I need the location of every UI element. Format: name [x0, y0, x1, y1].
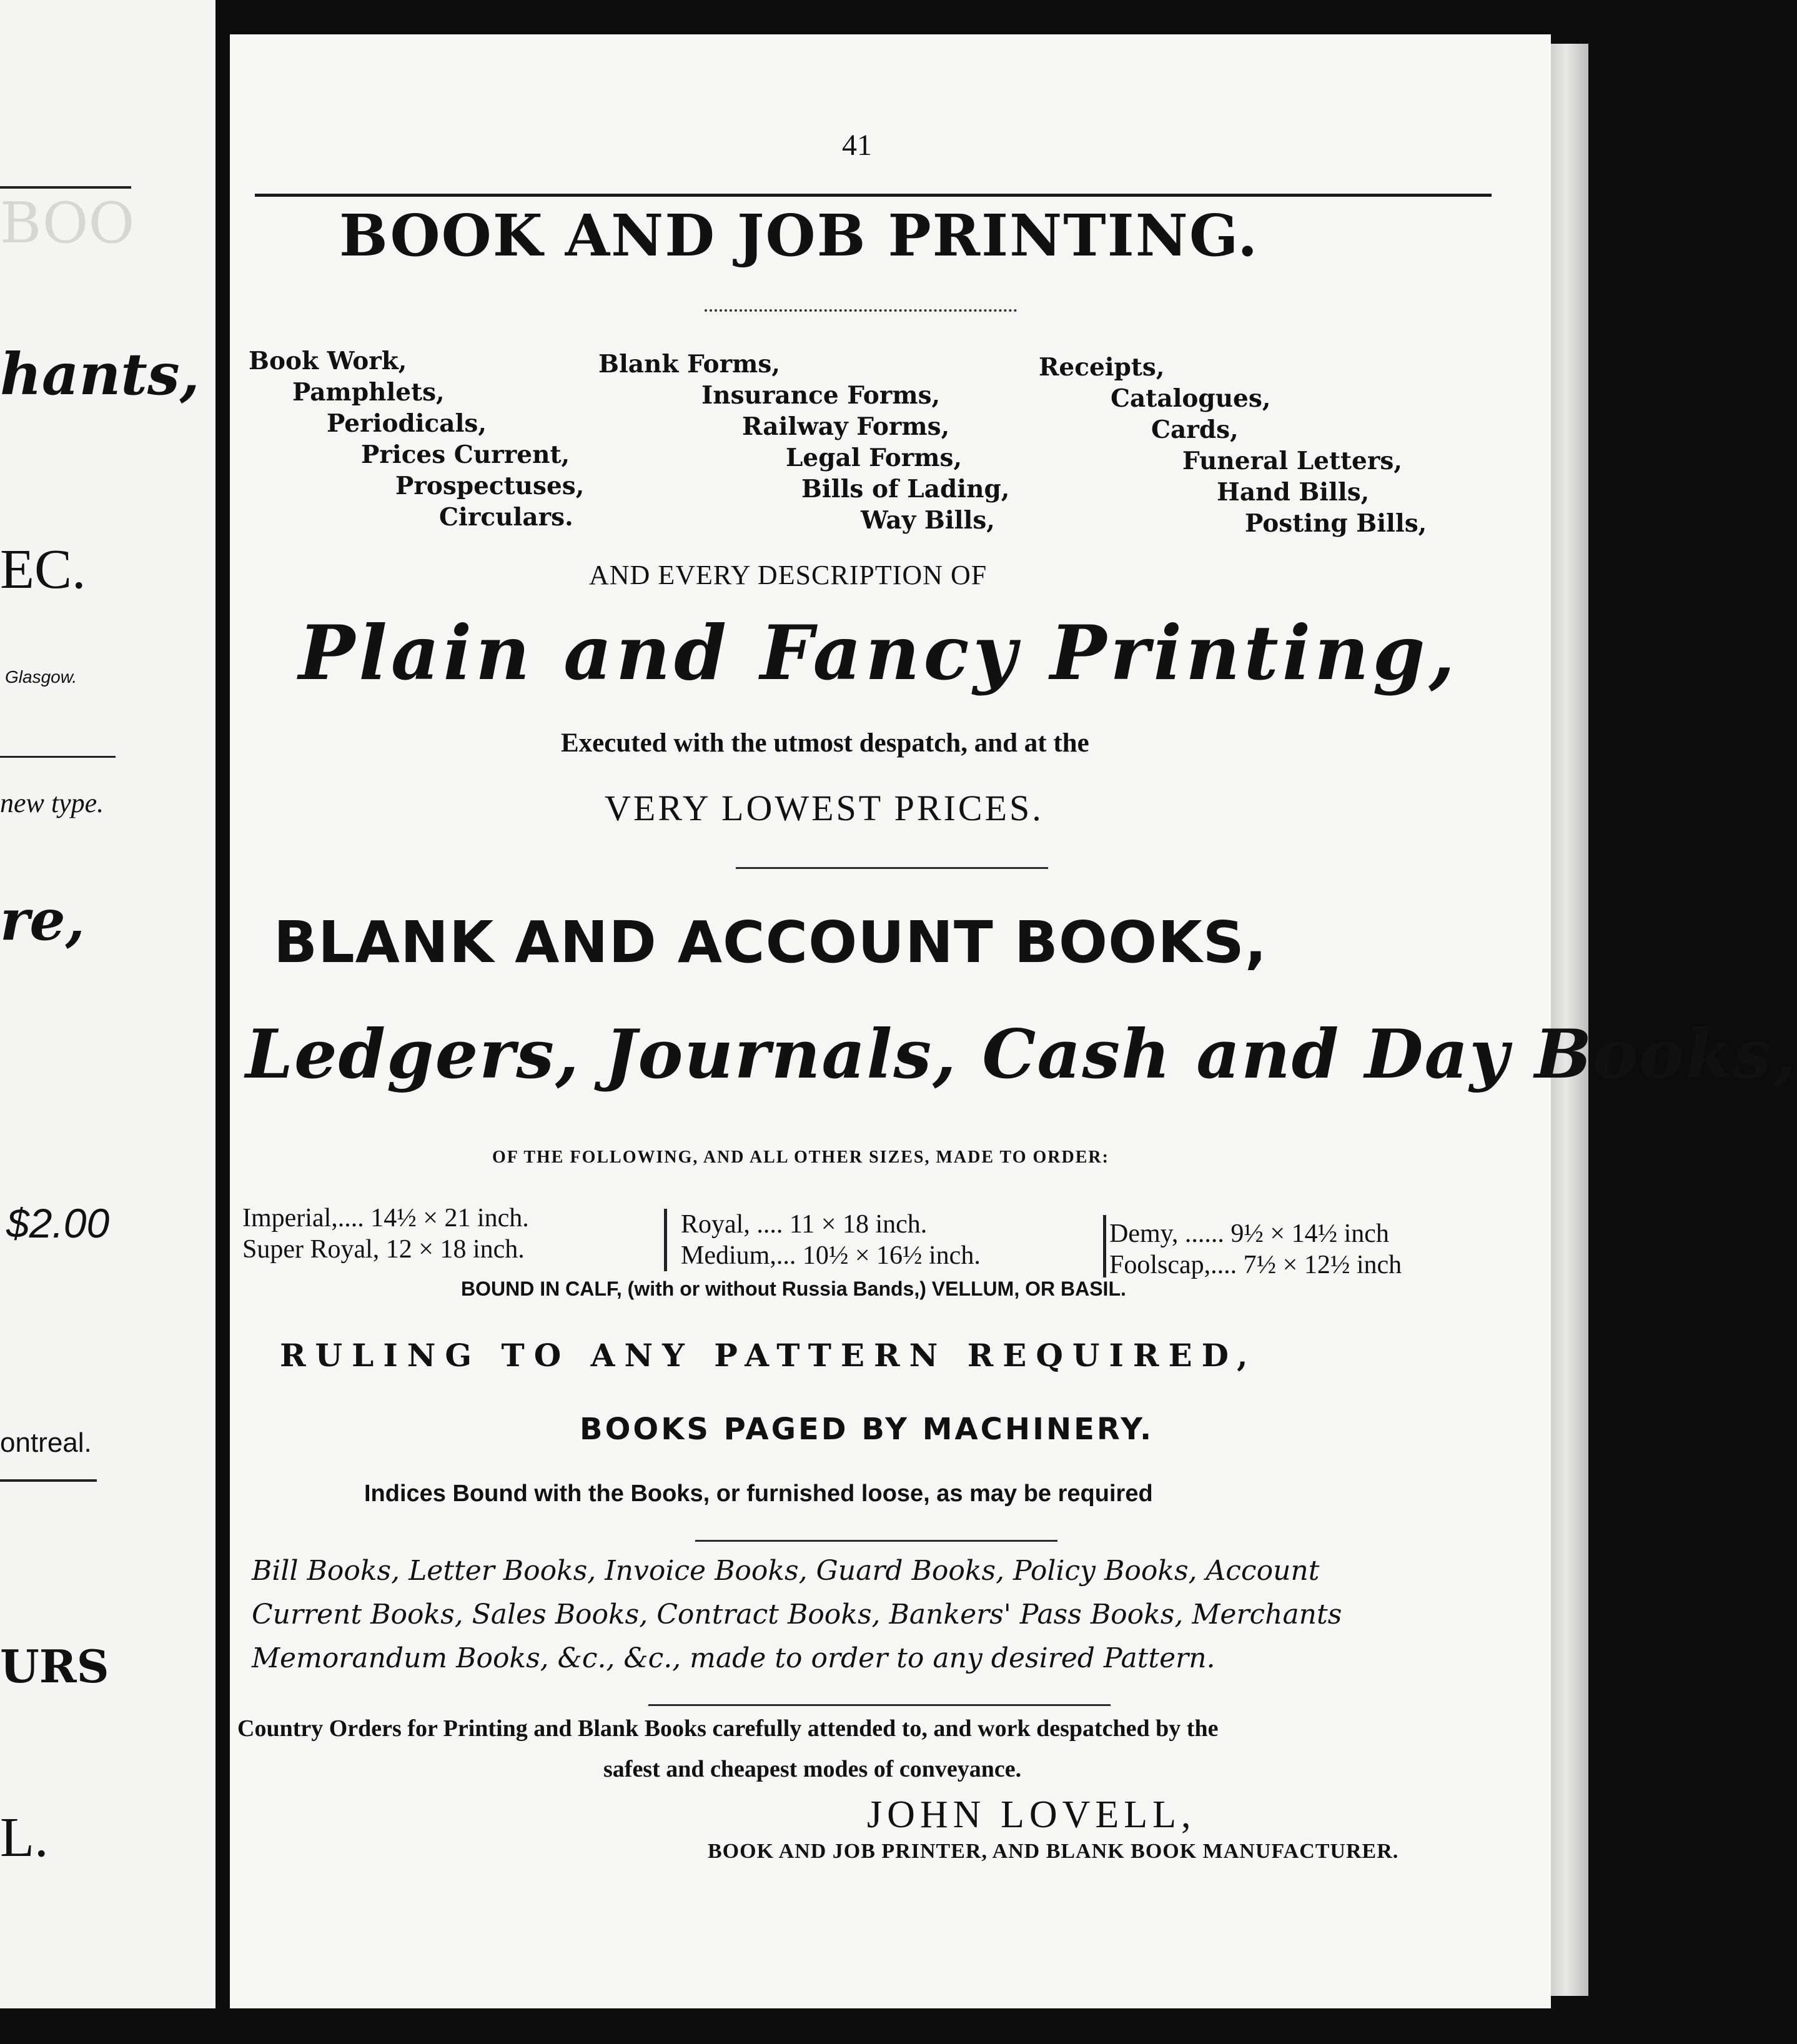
- size-royal: Royal, .... 11 × 18 inch.: [681, 1210, 928, 1239]
- left-fragment-urs: URS: [0, 1640, 109, 1693]
- bound-in-calf: BOUND IN CALF, (with or without Russia Bands,) VELLUM, OR BASIL.: [461, 1278, 1126, 1300]
- size-foolscap: Foolscap,.... 7½ × 12½ inch: [1109, 1251, 1402, 1279]
- script-paragraph: [252, 1549, 1342, 1680]
- every-description: AND EVERY DESCRIPTION OF: [589, 560, 988, 590]
- service-way-bills: Way Bills,: [861, 506, 995, 535]
- signature-title: BOOK AND JOB PRINTER, AND BLANK BOOK MANUFACTURER.: [708, 1840, 1399, 1863]
- following-sizes: OF THE FOLLOWING, AND ALL OTHER SIZES, MADE TO ORDER:: [492, 1148, 1109, 1167]
- signature-name: JOHN LOVELL,: [867, 1793, 1196, 1836]
- service-receipts: Receipts,: [1039, 353, 1165, 382]
- left-fragment-glasgow: Glasgow.: [5, 667, 77, 687]
- bleed-through-text: BOO: [0, 191, 135, 256]
- divider: [695, 1540, 1057, 1542]
- left-fragment-new-type: new type.: [0, 788, 104, 818]
- service-periodicals: Periodicals,: [327, 409, 487, 438]
- left-fragment-montreal: ontreal.: [0, 1427, 92, 1458]
- executed-line: Executed with the utmost despatch, and at the: [561, 728, 1089, 758]
- size-super-royal: Super Royal, 12 × 18 inch.: [242, 1235, 525, 1264]
- service-catalogues: Catalogues,: [1111, 384, 1271, 413]
- column-separator: [1103, 1215, 1106, 1278]
- page: [230, 34, 1797, 2008]
- plain-and-fancy-printing: Plain and Fancy Printing,: [299, 609, 1459, 697]
- size-group-3: [1109, 1218, 1402, 1281]
- service-blank-forms: Blank Forms,: [598, 350, 780, 379]
- divider: [0, 186, 131, 189]
- header-rule: [255, 194, 1492, 197]
- script-line-3: Memorandum Books, &c., &c., made to order to any desired Pattern.: [252, 1642, 1215, 1674]
- indices-bound: Indices Bound with the Books, or furnished loose, as may be required: [364, 1481, 1153, 1507]
- service-posting-bills: Posting Bills,: [1245, 509, 1427, 538]
- left-fragment-ec: EC.: [0, 538, 86, 600]
- service-funeral-letters: Funeral Letters,: [1182, 447, 1402, 475]
- service-insurance-forms: Insurance Forms,: [701, 381, 941, 410]
- service-bills-of-lading: Bills of Lading,: [801, 475, 1010, 504]
- size-demy: Demy, ...... 9½ × 14½ inch: [1109, 1219, 1389, 1248]
- previous-page: [0, 0, 215, 2008]
- service-prices-current: Prices Current,: [361, 440, 570, 469]
- ruling-any-pattern: RULING TO ANY PATTERN REQUIRED,: [280, 1337, 1257, 1374]
- size-imperial: Imperial,.... 14½ × 21 inch.: [242, 1204, 529, 1233]
- column-separator: [664, 1209, 667, 1271]
- service-circulars: Circulars.: [439, 503, 573, 532]
- script-line-2: Current Books, Sales Books, Contract Books, Bankers' Pass Books, Merchants: [252, 1599, 1342, 1630]
- country-orders-line-2: safest and cheapest modes of conveyance.: [603, 1756, 1022, 1782]
- very-lowest-prices: VERY LOWEST PRICES.: [605, 788, 1044, 828]
- service-hand-bills: Hand Bills,: [1217, 478, 1370, 507]
- books-paged-by-machinery: BOOKS PAGED BY MACHINERY.: [580, 1412, 1154, 1447]
- divider: [648, 1704, 1111, 1706]
- script-line-1: Bill Books, Letter Books, Invoice Books, Guard Books, Policy Books, Account: [252, 1555, 1320, 1587]
- service-railway-forms: Railway Forms,: [742, 412, 950, 441]
- service-cards: Cards,: [1151, 415, 1239, 444]
- size-group-1: [242, 1203, 529, 1265]
- divider: [0, 1479, 97, 1482]
- blank-and-account-books: BLANK AND ACCOUNT BOOKS,: [274, 909, 1267, 976]
- size-medium: Medium,... 10½ × 16½ inch.: [681, 1241, 981, 1270]
- service-book-work: Book Work,: [249, 347, 407, 375]
- left-fragment-price: $2.00: [6, 1200, 110, 1246]
- service-pamphlets: Pamphlets,: [292, 378, 445, 407]
- ledgers-journals: Ledgers, Journals, Cash and Day Books,: [245, 1015, 1797, 1094]
- title: BOOK AND JOB PRINTING.: [339, 202, 1259, 269]
- left-fragment-re: re,: [0, 887, 86, 953]
- service-legal-forms: Legal Forms,: [786, 444, 963, 472]
- page-number: 41: [842, 129, 872, 162]
- ornament-rule: [705, 309, 1017, 312]
- divider: [0, 756, 116, 758]
- left-fragment-hants: hants,: [0, 340, 200, 408]
- service-prospectuses: Prospectuses,: [395, 472, 585, 500]
- size-group-2: [681, 1209, 981, 1271]
- divider: [736, 867, 1048, 869]
- country-orders-line-1: Country Orders for Printing and Blank Books carefully attended to, and work despatched by the: [237, 1715, 1219, 1742]
- left-fragment-l: L.: [0, 1807, 49, 1868]
